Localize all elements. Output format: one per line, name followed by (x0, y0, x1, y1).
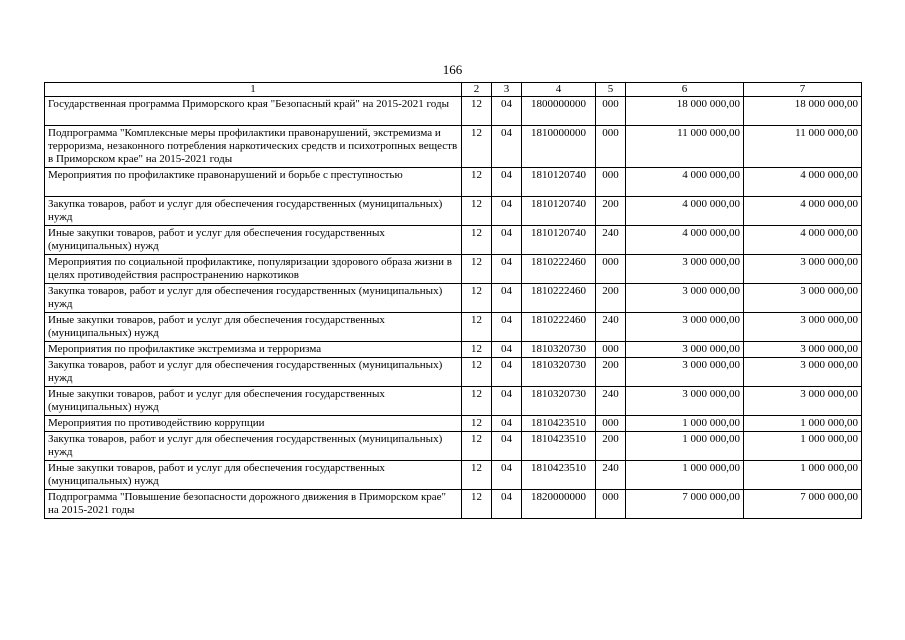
section-code-cell: 12 (462, 284, 492, 313)
section-code-cell: 12 (462, 126, 492, 168)
table-row (45, 284, 862, 313)
target-article-cell: 1810423510 (522, 461, 596, 490)
row-name-cell: Закупка товаров, работ и услуг для обеспечения государственных (муниципальных) нужд (45, 432, 462, 461)
subsection-code-cell: 04 (492, 490, 522, 519)
table-row (45, 432, 862, 461)
subsection-code-cell: 04 (492, 432, 522, 461)
amount-cell: 7 000 000,00 (744, 490, 862, 519)
table-row (45, 226, 862, 255)
row-name-cell: Подпрограмма "Повышение безопасности дорожного движения в Приморском крае" на 2015-2021 годы (45, 490, 462, 519)
expense-type-cell: 240 (596, 461, 626, 490)
target-article-cell: 1810222460 (522, 313, 596, 342)
section-code-cell: 12 (462, 168, 492, 197)
row-name-cell: Мероприятия по социальной профилактике, популяризации здорового образа жизни в целях противодействия распространению наркотиков (45, 255, 462, 284)
amount-cell: 3 000 000,00 (626, 342, 744, 358)
subsection-code-cell: 04 (492, 284, 522, 313)
section-code-cell: 12 (462, 387, 492, 416)
row-name-cell: Закупка товаров, работ и услуг для обеспечения государственных (муниципальных) нужд (45, 197, 462, 226)
amount-cell: 3 000 000,00 (744, 313, 862, 342)
amount-cell: 3 000 000,00 (744, 342, 862, 358)
section-code-cell: 12 (462, 255, 492, 284)
table-row (45, 313, 862, 342)
target-article-cell: 1810222460 (522, 255, 596, 284)
expense-type-cell: 240 (596, 387, 626, 416)
amount-cell: 11 000 000,00 (744, 126, 862, 168)
amount-cell: 4 000 000,00 (626, 197, 744, 226)
subsection-code-cell: 04 (492, 313, 522, 342)
table-row (45, 342, 862, 358)
column-header: 5 (596, 83, 626, 97)
page-number: 166 (442, 62, 463, 77)
table-row (45, 126, 862, 168)
target-article-cell: 1810320730 (522, 342, 596, 358)
section-code-cell: 12 (462, 490, 492, 519)
expense-type-cell: 240 (596, 313, 626, 342)
amount-cell: 1 000 000,00 (744, 432, 862, 461)
amount-cell: 3 000 000,00 (744, 255, 862, 284)
table-row (45, 97, 862, 126)
expense-type-cell: 240 (596, 226, 626, 255)
column-header: 4 (522, 83, 596, 97)
expense-type-cell: 000 (596, 490, 626, 519)
target-article-cell: 1810423510 (522, 416, 596, 432)
target-article-cell: 1810320730 (522, 358, 596, 387)
amount-cell: 3 000 000,00 (626, 387, 744, 416)
subsection-code-cell: 04 (492, 387, 522, 416)
row-name-cell: Закупка товаров, работ и услуг для обеспечения государственных (муниципальных) нужд (45, 358, 462, 387)
target-article-cell: 1800000000 (522, 97, 596, 126)
table-row (45, 255, 862, 284)
row-name-cell: Мероприятия по профилактике экстремизма и терроризма (45, 342, 462, 358)
row-name-cell: Иные закупки товаров, работ и услуг для обеспечения государственных (муниципальных) нужд (45, 461, 462, 490)
row-name-cell: Государственная программа Приморского края "Безопасный край" на 2015-2021 годы (45, 97, 462, 126)
table-row (45, 168, 862, 197)
amount-cell: 4 000 000,00 (744, 197, 862, 226)
subsection-code-cell: 04 (492, 461, 522, 490)
section-code-cell: 12 (462, 416, 492, 432)
section-code-cell: 12 (462, 432, 492, 461)
section-code-cell: 12 (462, 461, 492, 490)
amount-cell: 3 000 000,00 (744, 284, 862, 313)
target-article-cell: 1810120740 (522, 226, 596, 255)
table-row (45, 490, 862, 519)
column-header: 2 (462, 83, 492, 97)
amount-cell: 1 000 000,00 (626, 461, 744, 490)
amount-cell: 4 000 000,00 (744, 168, 862, 197)
amount-cell: 4 000 000,00 (626, 168, 744, 197)
target-article-cell: 1810120740 (522, 168, 596, 197)
row-name-cell: Иные закупки товаров, работ и услуг для обеспечения государственных (муниципальных) нужд (45, 226, 462, 255)
subsection-code-cell: 04 (492, 358, 522, 387)
row-name-cell: Иные закупки товаров, работ и услуг для обеспечения государственных (муниципальных) нужд (45, 313, 462, 342)
column-header: 7 (744, 83, 862, 97)
section-code-cell: 12 (462, 97, 492, 126)
amount-cell: 3 000 000,00 (744, 358, 862, 387)
expense-type-cell: 200 (596, 197, 626, 226)
amount-cell: 11 000 000,00 (626, 126, 744, 168)
subsection-code-cell: 04 (492, 416, 522, 432)
subsection-code-cell: 04 (492, 168, 522, 197)
expense-type-cell: 000 (596, 342, 626, 358)
amount-cell: 18 000 000,00 (626, 97, 744, 126)
table-row (45, 387, 862, 416)
subsection-code-cell: 04 (492, 255, 522, 284)
target-article-cell: 1810320730 (522, 387, 596, 416)
section-code-cell: 12 (462, 197, 492, 226)
amount-cell: 1 000 000,00 (626, 416, 744, 432)
amount-cell: 3 000 000,00 (626, 255, 744, 284)
row-name-cell: Закупка товаров, работ и услуг для обеспечения государственных (муниципальных) нужд (45, 284, 462, 313)
column-header: 6 (626, 83, 744, 97)
target-article-cell: 1810000000 (522, 126, 596, 168)
amount-cell: 3 000 000,00 (626, 313, 744, 342)
expense-type-cell: 000 (596, 126, 626, 168)
section-code-cell: 12 (462, 313, 492, 342)
amount-cell: 4 000 000,00 (626, 226, 744, 255)
expense-type-cell: 000 (596, 168, 626, 197)
table-row (45, 197, 862, 226)
subsection-code-cell: 04 (492, 126, 522, 168)
expense-type-cell: 000 (596, 255, 626, 284)
target-article-cell: 1810222460 (522, 284, 596, 313)
table-row (45, 416, 862, 432)
expense-type-cell: 000 (596, 97, 626, 126)
subsection-code-cell: 04 (492, 97, 522, 126)
amount-cell: 3 000 000,00 (744, 387, 862, 416)
expense-type-cell: 200 (596, 358, 626, 387)
amount-cell: 3 000 000,00 (626, 284, 744, 313)
amount-cell: 1 000 000,00 (744, 416, 862, 432)
target-article-cell: 1810120740 (522, 197, 596, 226)
table-row (45, 461, 862, 490)
amount-cell: 18 000 000,00 (744, 97, 862, 126)
table-header-row (45, 83, 862, 97)
row-name-cell: Мероприятия по противодействию коррупции (45, 416, 462, 432)
subsection-code-cell: 04 (492, 342, 522, 358)
amount-cell: 1 000 000,00 (626, 432, 744, 461)
target-article-cell: 1810423510 (522, 432, 596, 461)
subsection-code-cell: 04 (492, 226, 522, 255)
section-code-cell: 12 (462, 342, 492, 358)
expense-type-cell: 200 (596, 432, 626, 461)
column-header: 1 (45, 83, 462, 97)
column-header: 3 (492, 83, 522, 97)
amount-cell: 7 000 000,00 (626, 490, 744, 519)
amount-cell: 1 000 000,00 (744, 461, 862, 490)
row-name-cell: Мероприятия по профилактике правонарушений и борьбе с преступностью (45, 168, 462, 197)
table-row (45, 358, 862, 387)
expense-type-cell: 200 (596, 284, 626, 313)
target-article-cell: 1820000000 (522, 490, 596, 519)
expense-type-cell: 000 (596, 416, 626, 432)
section-code-cell: 12 (462, 226, 492, 255)
row-name-cell: Подпрограмма "Комплексные меры профилактики правонарушений, экстремизма и терроризма, незаконного потребления наркотических средств и психотропных веществ в Приморском крае" на 2015-2021 годы (45, 126, 462, 168)
row-name-cell: Иные закупки товаров, работ и услуг для обеспечения государственных (муниципальных) нужд (45, 387, 462, 416)
section-code-cell: 12 (462, 358, 492, 387)
subsection-code-cell: 04 (492, 197, 522, 226)
amount-cell: 3 000 000,00 (626, 358, 744, 387)
budget-table (44, 82, 862, 519)
amount-cell: 4 000 000,00 (744, 226, 862, 255)
